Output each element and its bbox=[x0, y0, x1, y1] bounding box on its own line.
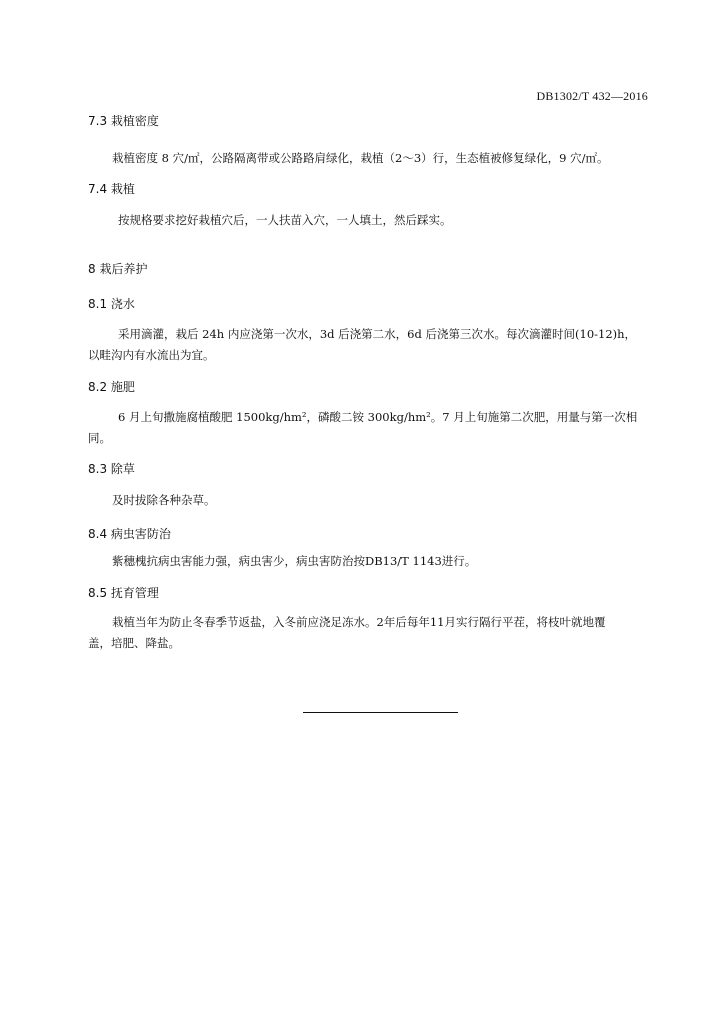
section-body-8-4 bbox=[88, 551, 654, 572]
end-of-document-rule bbox=[303, 712, 458, 713]
section-heading-8-3: 8.3 除草 bbox=[88, 462, 135, 476]
section-heading-7-4: 7.4 栽植 bbox=[88, 182, 135, 196]
section-heading-8-2: 8.2 施肥 bbox=[88, 380, 135, 394]
section-8-5-text-1: 栽植当年为防止冬春季节返盐，入冬前应浇足冻水。2年后每年11月实行隔行平茬，将枝叶就地覆 bbox=[112, 615, 606, 629]
section-8-2-text-1: 6 月上旬撒施腐植酸肥 1500kg/hm²，磷酸二铵 300kg/hm²。7 月上旬施第二次肥，用量与第一次相 bbox=[118, 410, 638, 424]
section-body-8-5 bbox=[88, 612, 654, 654]
section-heading-8-4: 8.4 病虫害防治 bbox=[88, 527, 171, 541]
section-body-7-4 bbox=[88, 210, 654, 231]
section-8-1-line-2: 以畦沟内有水流出为宜。 bbox=[88, 348, 215, 362]
section-text-7-4: 按规格要求挖好栽植穴后，一人扶苗入穴，一人填土，然后踩实。 bbox=[118, 213, 452, 227]
section-8-1-text-1: 采用滴灌，栽后 24h 内应浇第一次水，3d 后浇第二水，6d 后浇第三次水。每次滴灌时间(10-12)h， bbox=[118, 327, 637, 341]
section-body-8-3 bbox=[88, 490, 654, 511]
section-text-8-4: 紫穗槐抗病虫害能力强，病虫害少，病虫害防治按DB13/T 1143进行。 bbox=[112, 554, 477, 568]
document-code: DB1302/T 432—2016 bbox=[536, 89, 648, 103]
section-heading-7-3: 7.3 栽植密度 bbox=[88, 114, 159, 128]
section-body-7-3 bbox=[88, 148, 654, 169]
section-8-5-line-2: 盖，培肥、降盐。 bbox=[88, 636, 180, 650]
section-8-2-line-2: 同。 bbox=[88, 431, 111, 445]
section-8-1-line-1 bbox=[88, 324, 654, 345]
section-body-8-1 bbox=[88, 324, 654, 366]
section-heading-8: 8 栽后养护 bbox=[88, 262, 148, 276]
section-heading-8-5: 8.5 抚育管理 bbox=[88, 586, 159, 600]
section-heading-8-1: 8.1 浇水 bbox=[88, 297, 135, 311]
section-text-7-3: 栽植密度 8 穴/㎡，公路隔离带或公路路肩绿化，栽植（2～3）行，生态植被修复绿化，9 穴/㎡。 bbox=[112, 151, 609, 165]
section-text-8-3: 及时拔除各种杂草。 bbox=[112, 493, 216, 507]
section-8-2-line-1 bbox=[88, 407, 654, 428]
section-8-5-line-1 bbox=[88, 612, 654, 633]
section-body-8-2 bbox=[88, 407, 654, 449]
